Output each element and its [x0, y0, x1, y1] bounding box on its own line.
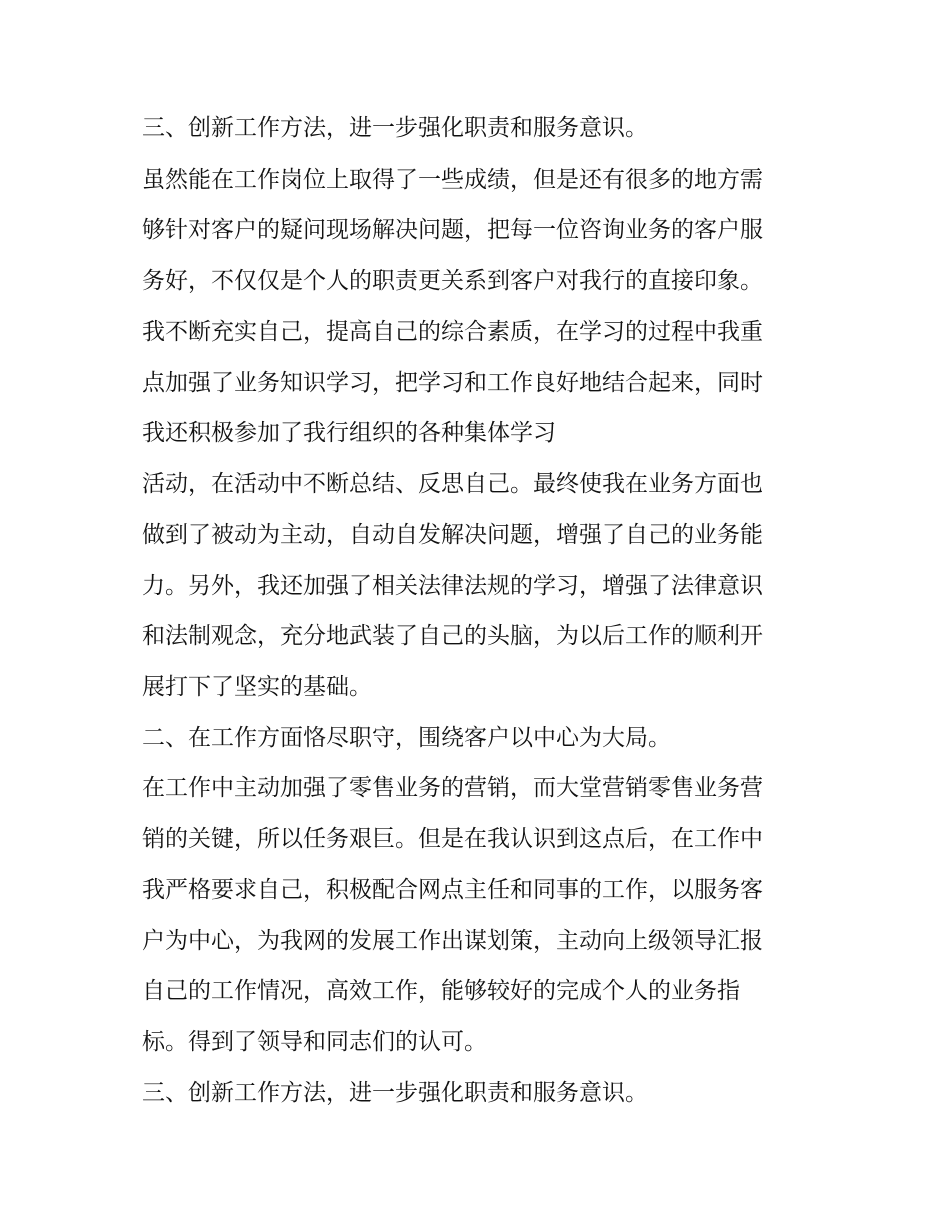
paragraph-line: 活动，在活动中不断总结、反思自己。最终使我在业务方面也 [142, 471, 763, 497]
paragraph-line: 销的关键，所以任务艰巨。但是在我认识到这点后，在工作中 [142, 826, 763, 852]
paragraph-line: 我还积极参加了我行组织的各种集体学习 [142, 420, 556, 446]
paragraph-line: 自己的工作情况，高效工作，能够较好的完成个人的业务指 [142, 978, 740, 1004]
heading-innovate-methods-repeat: 三、创新工作方法，进一步强化职责和服务意识。 [142, 1080, 648, 1106]
paragraph-line: 点加强了业务知识学习，把学习和工作良好地结合起来，同时 [142, 370, 763, 396]
paragraph-line: 力。另外，我还加强了相关法律法规的学习，增强了法律意识 [142, 573, 763, 599]
paragraph-line: 务好，不仅仅是个人的职责更关系到客户对我行的直接印象。 [142, 268, 763, 294]
paragraph-line: 户为中心，为我网的发展工作出谋划策，主动向上级领导汇报 [142, 928, 763, 954]
paragraph-line: 我不断充实自己，提高自己的综合素质，在学习的过程中我重 [142, 319, 763, 345]
paragraph-line: 做到了被动为主动，自动自发解决问题，增强了自己的业务能 [142, 522, 763, 548]
heading-innovate-methods: 三、创新工作方法，进一步强化职责和服务意识。 [142, 115, 648, 141]
paragraph-line: 和法制观念，充分地武装了自己的头脑，为以后工作的顺利开 [142, 623, 763, 649]
paragraph-line: 在工作中主动加强了零售业务的营销，而大堂营销零售业务营 [142, 775, 763, 801]
paragraph-line: 虽然能在工作岗位上取得了一些成绩，但是还有很多的地方需 [142, 167, 763, 193]
paragraph-line: 展打下了坚实的基础。 [142, 674, 372, 700]
heading-dedication: 二、在工作方面恪尽职守，围绕客户以中心为大局。 [142, 725, 671, 751]
paragraph-line: 我严格要求自己，积极配合网点主任和同事的工作，以服务客 [142, 877, 763, 903]
paragraph-line: 标。得到了领导和同志们的认可。 [142, 1029, 487, 1055]
paragraph-line: 够针对客户的疑问现场解决问题，把每一位咨询业务的客户服 [142, 217, 763, 243]
